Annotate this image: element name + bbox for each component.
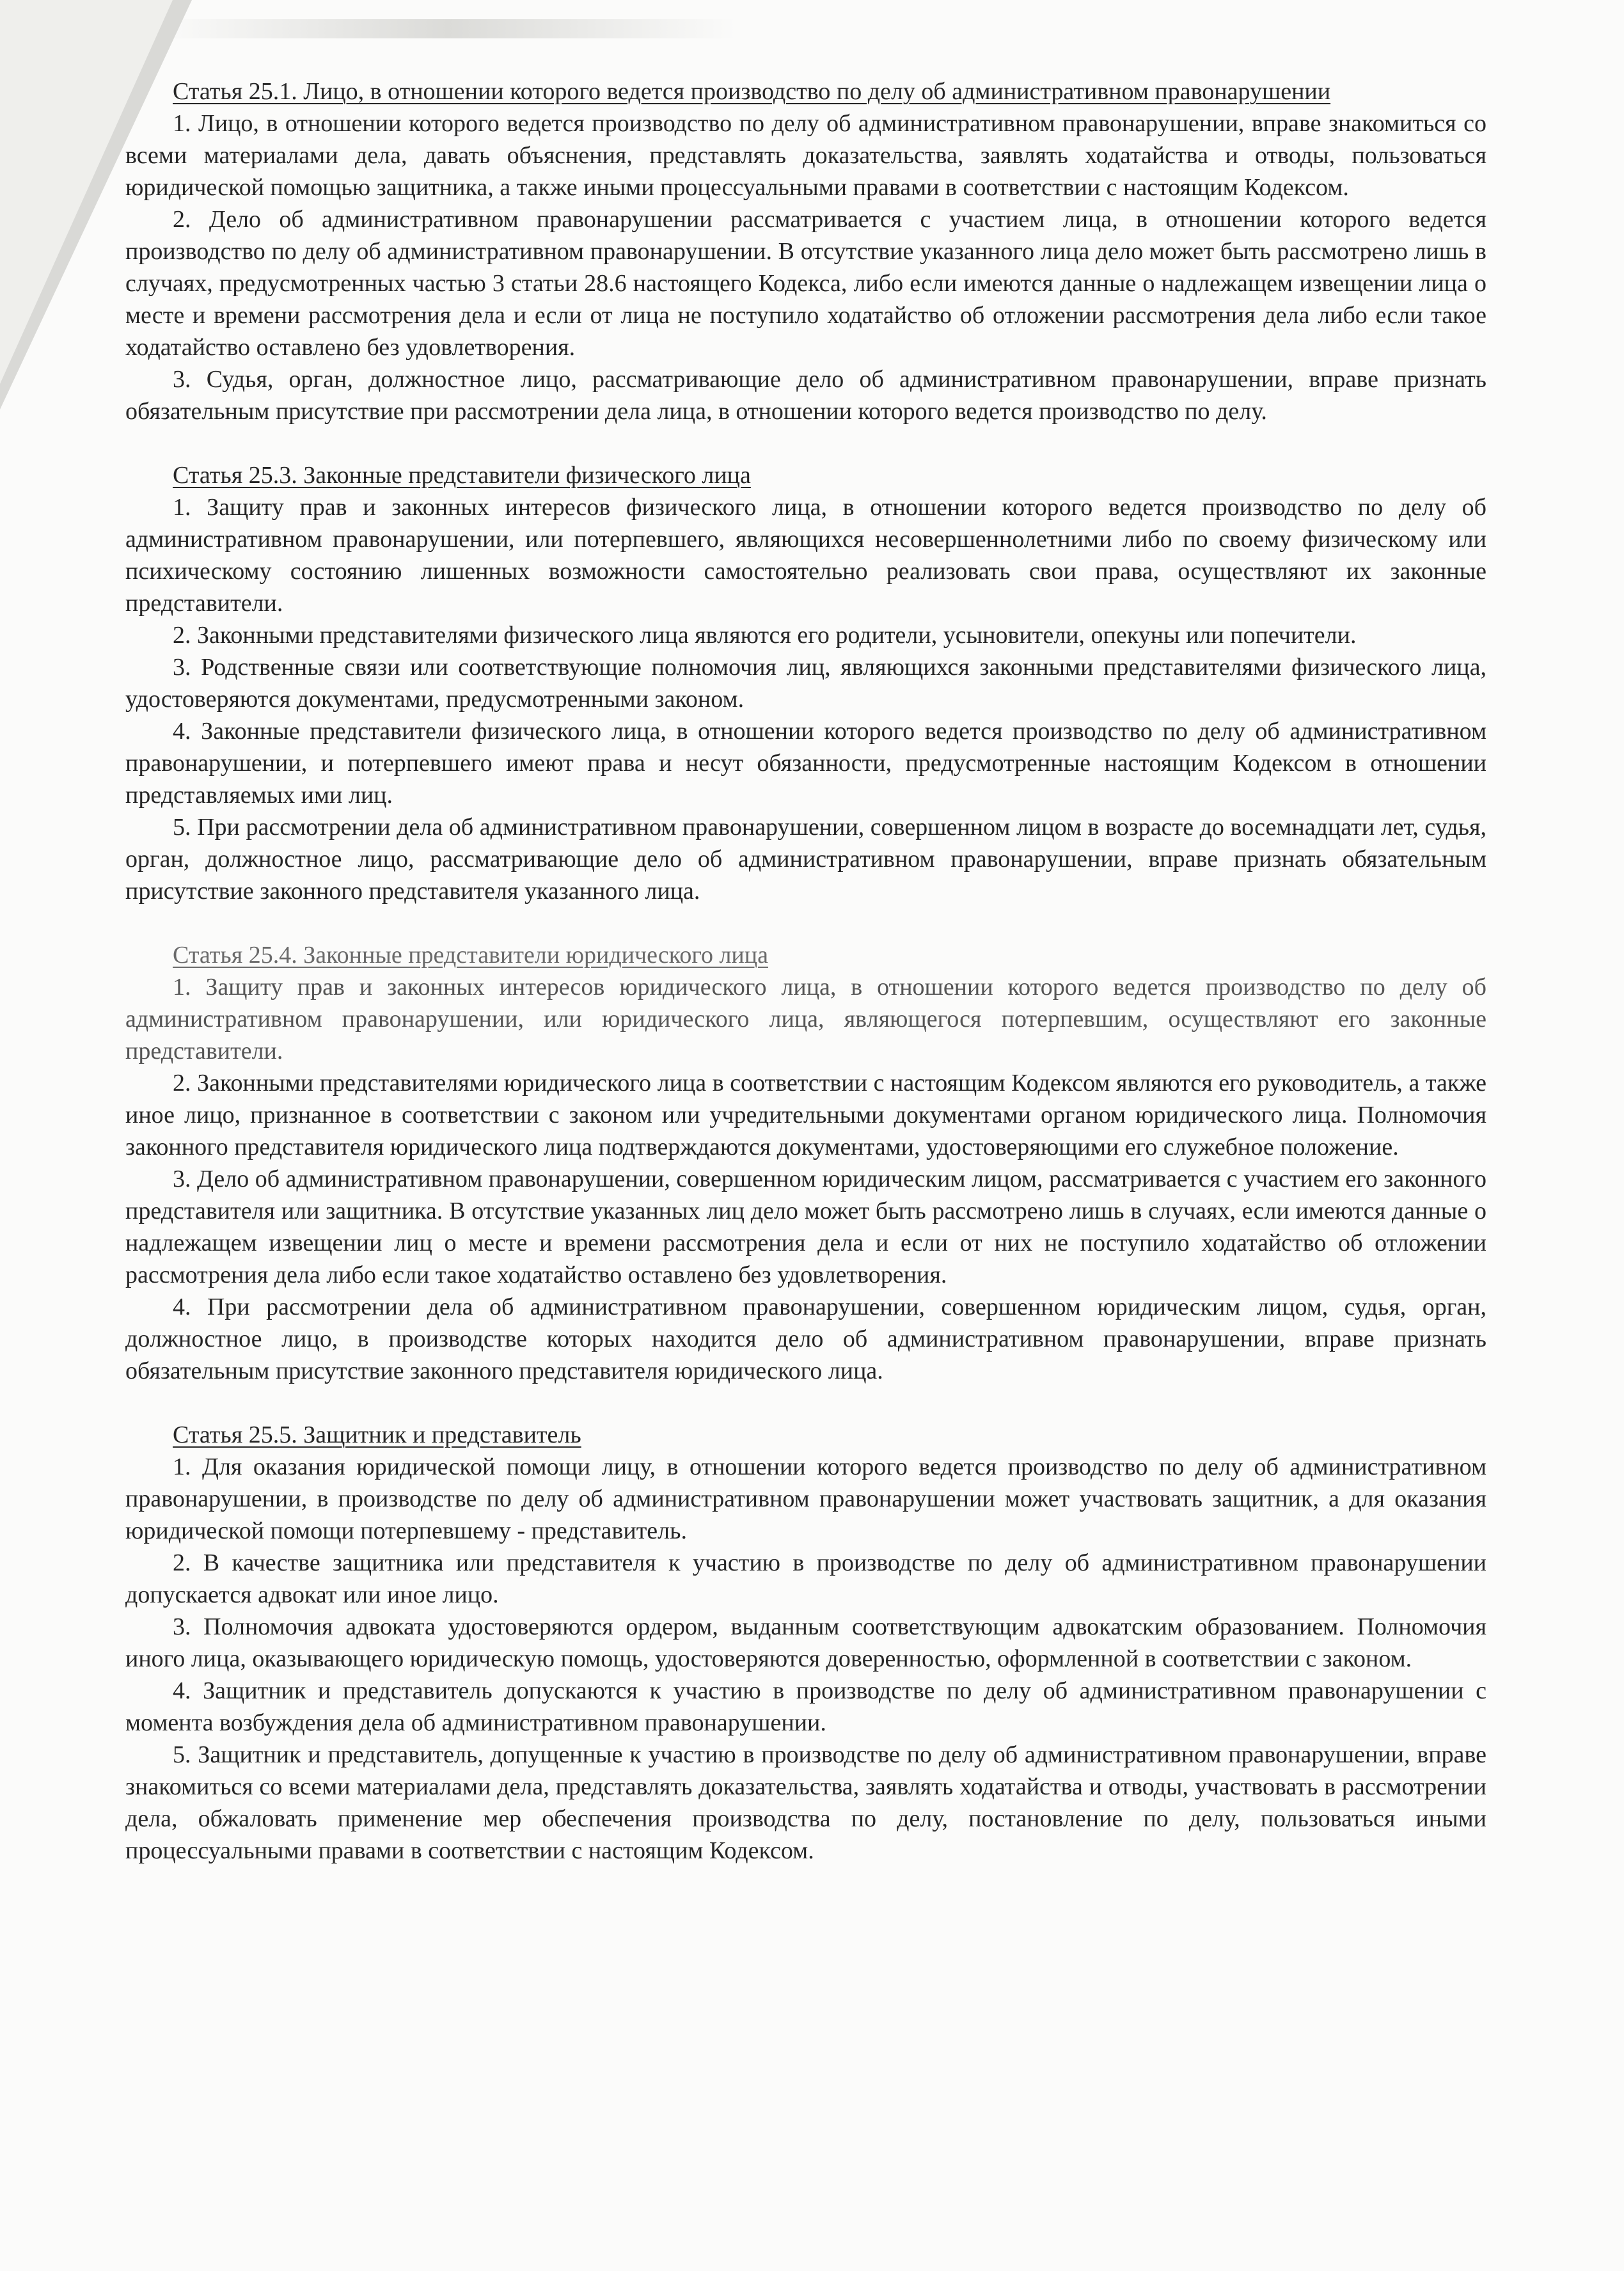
- article-25-3: [125, 459, 1486, 907]
- paragraph: 5. Защитник и представитель, допущенные к участию в производстве по делу об административном правонарушении, вправе знакомиться со всеми материалами дела, представлять доказательства, заявлять ходатайства и отводы, участвовать в рассмотрении дела, обжаловать применение мер обеспечения производства по делу, постановление по делу, пользоваться иными процессуальными правами в соответствии с настоящим Кодексом.: [125, 1741, 1486, 1864]
- article-25-5: [125, 1419, 1486, 1867]
- paragraph: 4. Защитник и представитель допускаются к участию в производстве по делу об административном правонарушении с момента возбуждения дела об административном правонарушении.: [125, 1677, 1486, 1736]
- article-heading: Статья 25.1. Лицо, в отношении которого ведется производство по делу об административном правонарушении: [173, 78, 1331, 105]
- article-25-4: [125, 939, 1486, 1387]
- paragraph: 4. Законные представители физического лица, в отношении которого ведется производство по делу об административном правонарушении, и потерпевшего имеют права и несут обязанности, предусмотренные настоящим Кодексом в отношении представляемых ими лиц.: [125, 718, 1486, 809]
- paragraph: 2. В качестве защитника или представителя к участию в производстве по делу об административном правонарушении допускается адвокат или иное лицо.: [125, 1549, 1486, 1608]
- article-heading: Статья 25.5. Защитник и представитель: [173, 1421, 581, 1448]
- paragraph: 1. Защиту прав и законных интересов физического лица, в отношении которого ведется производство по делу об административном правонарушении, или потерпевшего, являющихся несовершеннолетними либо по своему физическому или психическому состоянию лишенных возможности самостоятельно реализовать свои права, осуществляют их законные представители.: [125, 494, 1486, 617]
- paragraph: 3. Судья, орган, должностное лицо, рассматривающие дело об административном правонарушении, вправе признать обязательным присутствие при рассмотрении дела лица, в отношении которого ведется производство по делу.: [125, 366, 1486, 425]
- article-heading: Статья 25.3. Законные представители физического лица: [173, 462, 751, 489]
- paragraph: 2. Дело об административном правонарушении рассматривается с участием лица, в отношении которого ведется производство по делу об административном правонарушении. В отсутствие указанного лица дело может быть рассмотрено лишь в случаях, предусмотренных частью 3 статьи 28.6 настоящего Кодекса, либо если имеются данные о надлежащем извещении лица о месте и времени рассмотрения дела и если от лица не поступило ходатайство об отложении рассмотрения дела либо если такое ходатайство оставлено без удовлетворения.: [125, 206, 1486, 361]
- paragraph: 1. Лицо, в отношении которого ведется производство по делу об административном правонарушении, вправе знакомиться со всеми материалами дела, давать объяснения, представлять доказательства, заявлять ходатайства и отводы, пользоваться юридической помощью защитника, а также иными процессуальными правами в соответствии с настоящим Кодексом.: [125, 110, 1486, 201]
- document-body: [125, 75, 1486, 1899]
- paragraph: 3. Дело об административном правонарушении, совершенном юридическим лицом, рассматривается с участием его законного представителя или защитника. В отсутствие указанных лиц дело может быть рассмотрено лишь в случаях, если имеются данные о надлежащем извещении лиц о месте и времени рассмотрения дела и если от них не поступило ходатайство об отложении рассмотрения дела либо если такое ходатайство оставлено без удовлетворения.: [125, 1166, 1487, 1288]
- article-heading: Статья 25.4. Законные представители юридического лица: [173, 942, 768, 969]
- paragraph: 2. Законными представителями юридического лица в соответствии с настоящим Кодексом являются его руководитель, а также иное лицо, признанное в соответствии с законом или учредительными документами органом юридического лица. Полномочия законного представителя юридического лица подтверждаются документами, удостоверяющими его служебное положение.: [125, 1070, 1486, 1160]
- scan-shadow: [160, 19, 736, 38]
- paragraph: 5. При рассмотрении дела об административном правонарушении, совершенном лицом в возрасте до восемнадцати лет, судья, орган, должностное лицо, рассматривающие дело об административном правонарушении, вправе признать обязательным присутствие законного представителя указанного лица.: [125, 814, 1486, 905]
- paragraph: 1. Для оказания юридической помощи лицу, в отношении которого ведется производство по делу об административном правонарушении, в производстве по делу об административном правонарушении может участвовать защитник, а для оказания юридической помощи потерпевшему - представитель.: [125, 1453, 1486, 1544]
- paragraph: 3. Полномочия адвоката удостоверяются ордером, выданным соответствующим адвокатским образованием. Полномочия иного лица, оказывающего юридическую помощь, удостоверяются доверенностью, оформленной в соответствии с законом.: [125, 1613, 1486, 1672]
- paragraph: 4. При рассмотрении дела об административном правонарушении, совершенном юридическим лицом, судья, орган, должностное лицо, в производстве которых находится дело об административном правонарушении, вправе признать обязательным присутствие законного представителя юридического лица.: [125, 1294, 1486, 1384]
- paragraph: 3. Родственные связи или соответствующие полномочия лиц, являющихся законными представителями физического лица, удостоверяются документами, предусмотренными законом.: [125, 654, 1486, 713]
- article-25-1: [125, 75, 1486, 427]
- paragraph: 1. Защиту прав и законных интересов юридического лица, в отношении которого ведется производство по делу об административном правонарушении, или юридического лица, являющегося потерпевшим, осуществляют его законные представители.: [125, 974, 1486, 1064]
- paragraph: 2. Законными представителями физического лица являются его родители, усыновители, опекуны или попечители.: [173, 622, 1357, 649]
